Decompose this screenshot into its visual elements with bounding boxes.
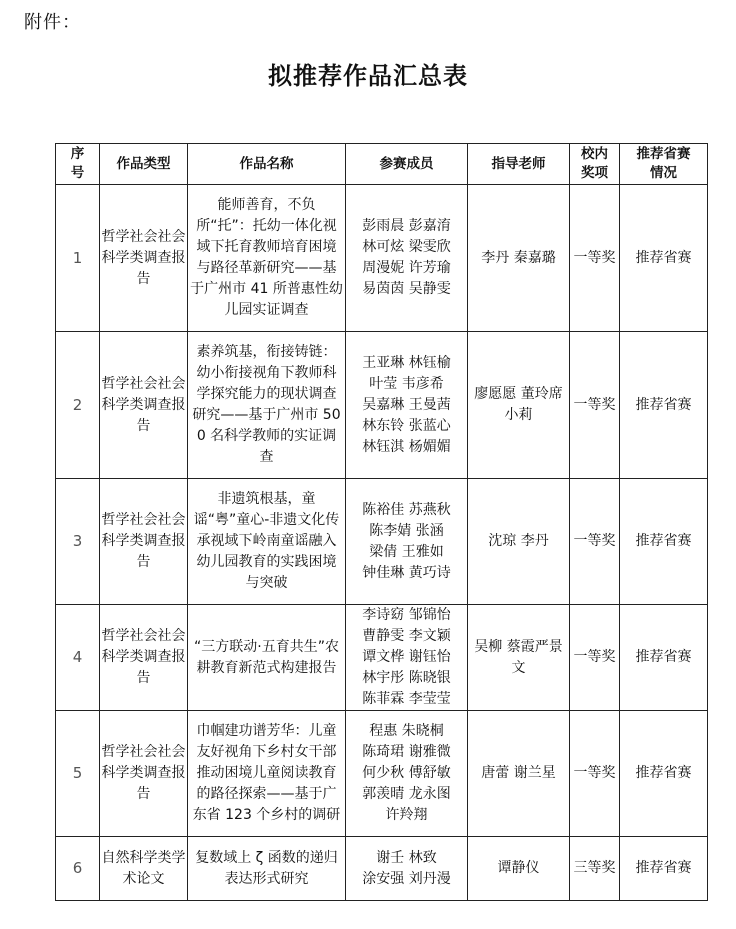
row-seq: 5 — [56, 711, 100, 837]
row-members: 王亚琳 林钰榆 叶莹 韦彦希 吴嘉琳 王曼茜 林东铃 张蓝心 林钰淇 杨媚媚 — [346, 332, 468, 479]
table-header-row — [56, 144, 708, 185]
table-row — [56, 332, 708, 479]
row-award: 一等奖 — [570, 605, 620, 711]
row-seq: 3 — [56, 479, 100, 605]
table-row — [56, 185, 708, 332]
row-recommend: 推荐省赛 — [620, 479, 708, 605]
row-name: 能师善育，不负所“托”：托幼一体化视域下托育教师培育困境与路径革新研究——基于广州市 41 所普惠性幼儿园实证调查 — [188, 185, 346, 332]
row-advisor: 唐蕾 谢兰星 — [468, 711, 570, 837]
table-row — [56, 479, 708, 605]
header-type: 作品类型 — [100, 144, 188, 185]
row-recommend: 推荐省赛 — [620, 185, 708, 332]
row-advisor: 沈琼 李丹 — [468, 479, 570, 605]
row-name: 素养筑基，衔接铸链：幼小衔接视角下教师科学探究能力的现状调查研究——基于广州市 500 名科学教师的实证调查 — [188, 332, 346, 479]
row-type: 自然科学类学术论文 — [100, 837, 188, 901]
header-recommend: 推荐省赛 情况 — [620, 144, 708, 185]
row-recommend: 推荐省赛 — [620, 332, 708, 479]
row-award: 一等奖 — [570, 332, 620, 479]
row-recommend: 推荐省赛 — [620, 837, 708, 901]
summary-table — [55, 143, 708, 901]
row-type: 哲学社会社会科学类调查报告 — [100, 711, 188, 837]
header-seq: 序 号 — [56, 144, 100, 185]
row-type: 哲学社会社会科学类调查报告 — [100, 605, 188, 711]
row-award: 一等奖 — [570, 711, 620, 837]
row-award: 三等奖 — [570, 837, 620, 901]
row-advisor: 李丹 秦嘉璐 — [468, 185, 570, 332]
row-award: 一等奖 — [570, 185, 620, 332]
row-seq: 2 — [56, 332, 100, 479]
row-members: 谢壬 林致 涂安强 刘丹漫 — [346, 837, 468, 901]
row-members: 彭雨晨 彭嘉淯 林可炫 梁雯欣 周漫妮 许芳瑜 易茵茵 吴静雯 — [346, 185, 468, 332]
row-advisor: 谭静仪 — [468, 837, 570, 901]
table-row — [56, 837, 708, 901]
row-members: 李诗窈 邹锦怡 曹静雯 李文颖 谭文桦 谢钰怡 林宇彤 陈晓银 陈菲霖 李莹莹 — [346, 605, 468, 711]
row-type: 哲学社会社会科学类调查报告 — [100, 185, 188, 332]
page-title: 拟推荐作品汇总表 — [268, 61, 468, 90]
row-members: 程惠 朱晓桐 陈琦珺 谢雅微 何少秋 傅舒敏 郭羡晴 龙永图 许羚翔 — [346, 711, 468, 837]
row-advisor: 廖愿愿 董玲席小莉 — [468, 332, 570, 479]
row-name: 巾帼建功谱芳华：儿童友好视角下乡村女干部推动困境儿童阅读教育的路径探索——基于广东省 123 个乡村的调研 — [188, 711, 346, 837]
header-advisor: 指导老师 — [468, 144, 570, 185]
row-seq: 1 — [56, 185, 100, 332]
row-name: “三方联动·五育共生”农耕教育新范式构建报告 — [188, 605, 346, 711]
row-name: 复数域上 ζ 函数的递归表达形式研究 — [188, 837, 346, 901]
row-members: 陈裕佳 苏燕秋 陈李婧 张涵 梁倩 王雅如 钟佳琳 黄巧诗 — [346, 479, 468, 605]
header-name: 作品名称 — [188, 144, 346, 185]
row-seq: 6 — [56, 837, 100, 901]
row-advisor: 吴柳 蔡霞严景文 — [468, 605, 570, 711]
row-recommend: 推荐省赛 — [620, 605, 708, 711]
row-name: 非遗筑根基，童谣“粤”童心-非遗文化传承视域下岭南童谣融入幼儿园教育的实践困境与突破 — [188, 479, 346, 605]
header-members: 参赛成员 — [346, 144, 468, 185]
row-seq: 4 — [56, 605, 100, 711]
attachment-label: 附件： — [24, 12, 81, 33]
table-row — [56, 711, 708, 837]
row-recommend: 推荐省赛 — [620, 711, 708, 837]
table-row — [56, 605, 708, 711]
row-type: 哲学社会社会科学类调查报告 — [100, 479, 188, 605]
row-award: 一等奖 — [570, 479, 620, 605]
row-type: 哲学社会社会科学类调查报告 — [100, 332, 188, 479]
header-award: 校内 奖项 — [570, 144, 620, 185]
